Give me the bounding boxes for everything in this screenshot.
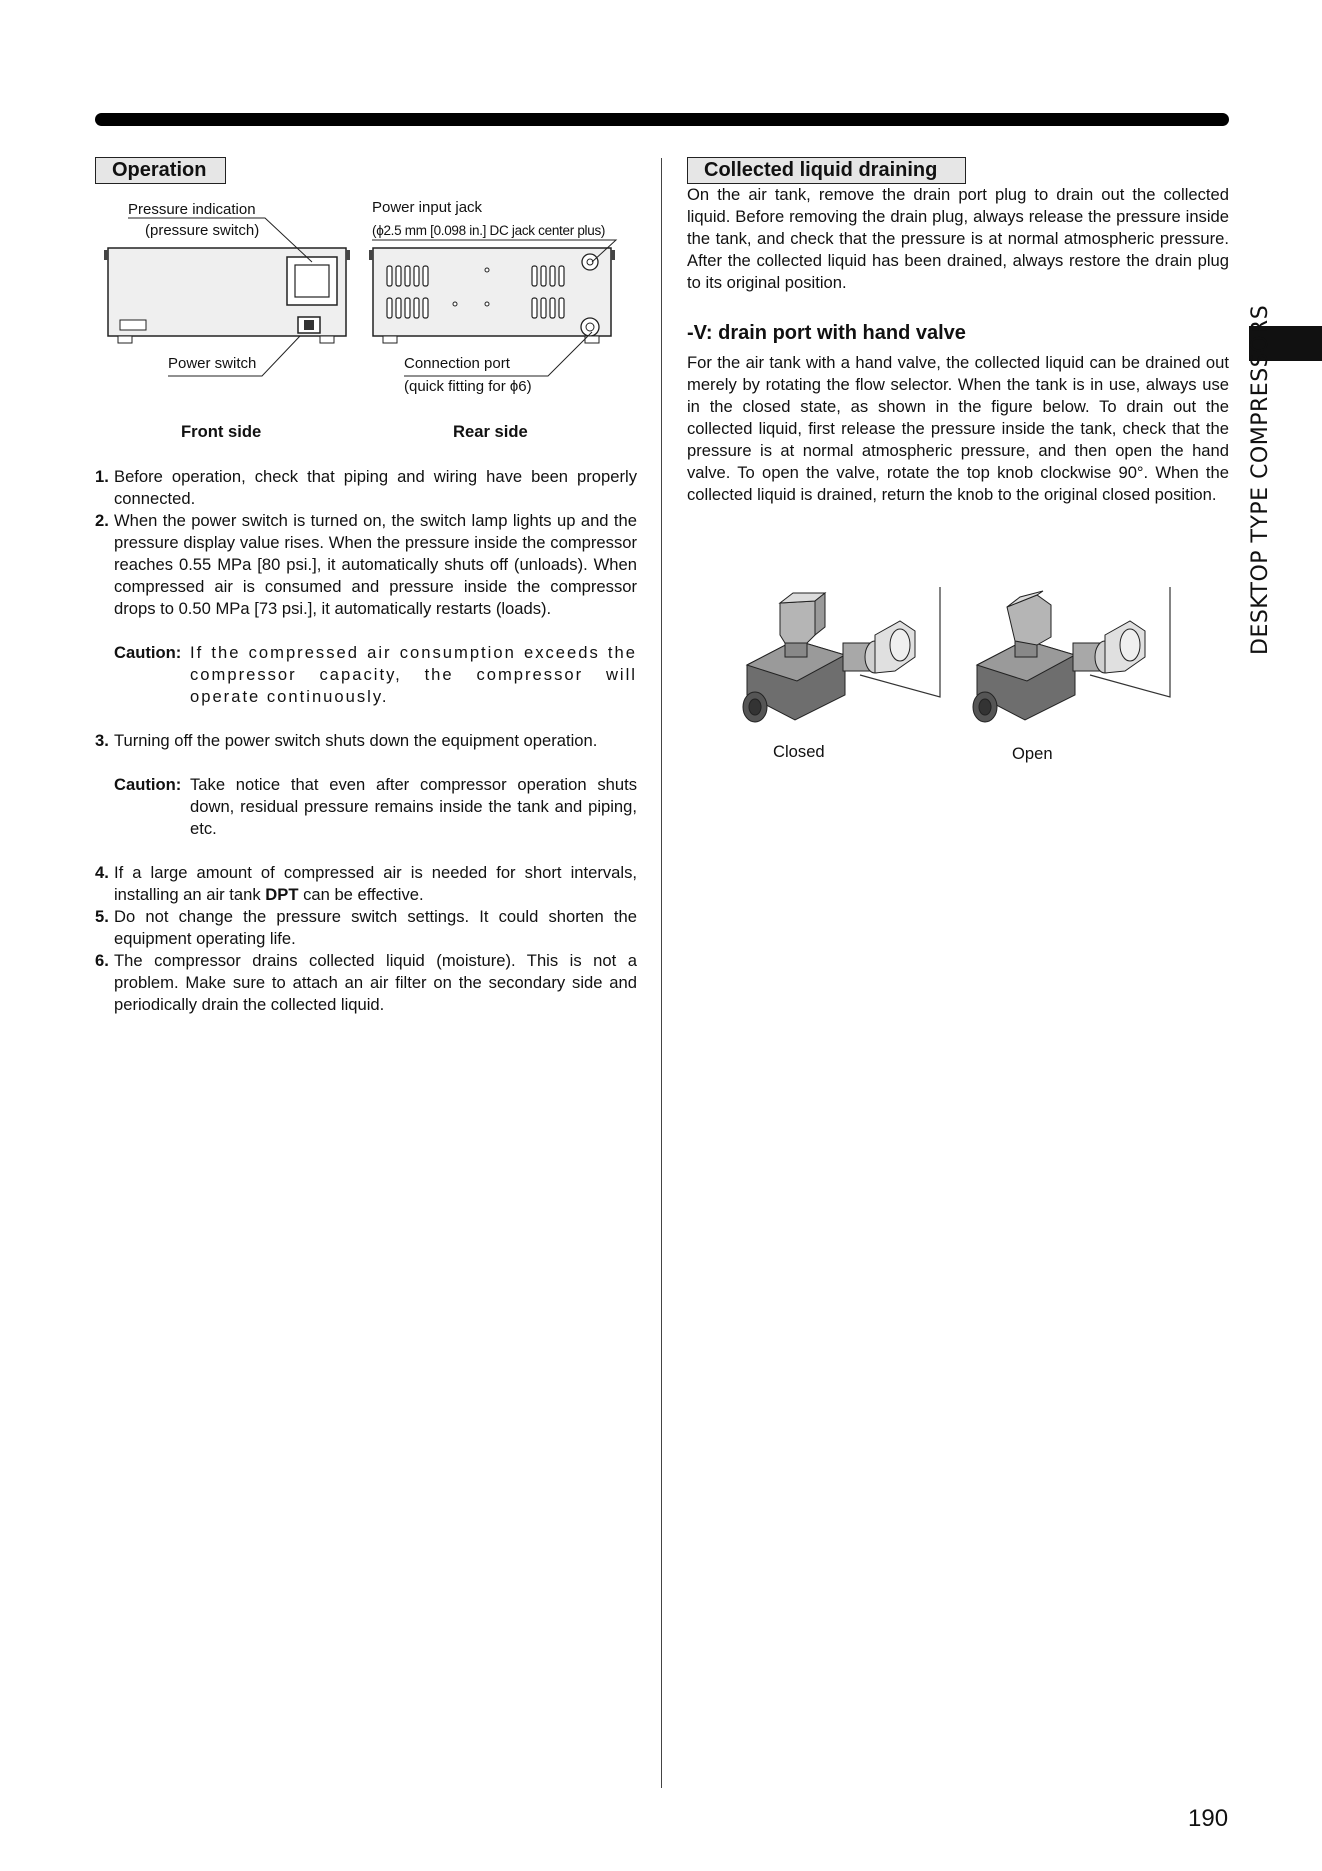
caution-note [95,642,637,708]
figure-leader-lines [0,0,660,400]
operation-heading: Operation [95,157,226,184]
step-text: Before operation, check that piping and wiring have been properly connected. [114,467,637,508]
step-text: When the power switch is turned on, the switch lamp lights up and the pressure display value rises. When the pressure inside the compressor reaches 0.55 MPa [80 psi.], it automatically shuts off (unloads). When compressed air is consumed and pressure inside the compressor drops to 0.50 MPa [73 psi.], it automatically restarts (loads). [114,511,637,618]
hand-valve-body: For the air tank with a hand valve, the collected liquid can be drained out merely by rotating the flow selector. When the tank is in use, always use in the closed state, as shown in the figure below. To drain out the collected liquid, first release the pressure inside the tank, check that the pressure is at normal atmospheric pressure, and then open the hand valve. To open the valve, rotate the top knob clockwise 90°. When the collected liquid is drained, return the knob to the original closed position. [687,353,1229,504]
spacer [95,708,637,730]
connection-port-label: Connection port [404,355,510,372]
step-text: Turning off the power switch shuts down the equipment operation. [114,731,598,750]
caution-tag: Caution: [114,775,182,794]
list-item [95,906,637,950]
spacer [95,840,637,862]
rear-side-caption: Rear side [453,422,528,441]
step-number: 6. [95,951,109,970]
pressure-switch-label: (pressure switch) [145,222,260,239]
step-number: 5. [95,907,109,926]
list-item [95,862,637,906]
caution-text: Take notice that even after compressor operation shuts down, residual pressure remains inside the tank and piping, etc. [190,775,637,838]
caution-note [95,774,637,840]
step-number: 4. [95,863,109,882]
valve-open-caption: Open [1012,744,1053,763]
front-side-caption: Front side [181,422,262,441]
product-code: DPT [265,885,299,904]
spacer [95,620,637,642]
step-number: 2. [95,511,109,530]
draining-heading: Collected liquid draining [687,157,966,184]
caution-tag: Caution: [114,643,182,662]
spacer [95,752,637,774]
valve-closed-caption: Closed [773,742,825,761]
step-text: If a large amount of compressed air is needed for short intervals, installing an air tank [114,863,637,904]
side-section-title: DESKTOP TYPE COMPRESSORS [1248,304,1273,655]
quick-fitting-label: (quick fitting for ϕ6) [404,378,532,395]
step-number: 1. [95,467,109,486]
hand-valve-subheading: -V: drain port with hand valve [687,322,966,344]
step-number: 3. [95,731,109,750]
pressure-indication-label: Pressure indication [128,201,256,218]
list-item [95,730,637,752]
power-input-jack-label: Power input jack [372,199,483,216]
list-item [95,950,637,1016]
step-text: Do not change the pressure switch settings. It could shorten the equipment operating life. [114,907,637,948]
caution-text: If the compressed air consumption exceeds the compressor capacity, the compressor will operate continuously. [190,643,637,706]
jack-spec-label: (ϕ2.5 mm [0.098 in.] DC jack center plus) [372,223,606,238]
operation-steps [95,466,637,1016]
list-item [95,466,637,510]
step-text: can be effective. [298,885,424,904]
draining-intro: On the air tank, remove the drain port plug to drain out the collected liquid. Before removing the drain plug, always release the pressure inside the tank, and check that the pressure is at normal atmospheric pressure. After the collected liquid has been drained, always restore the drain plug to its original position. [687,185,1229,292]
power-switch-label: Power switch [168,355,257,372]
step-text: The compressor drains collected liquid (moisture). This is not a problem. Make sure to attach an air filter on the secondary side and periodically drain the collected liquid. [114,951,637,1014]
list-item [95,510,637,620]
page-number: 190 [1188,1805,1229,1832]
valve-open-figure [965,585,1195,735]
valve-closed-figure [735,585,965,735]
column-divider [661,158,662,1788]
